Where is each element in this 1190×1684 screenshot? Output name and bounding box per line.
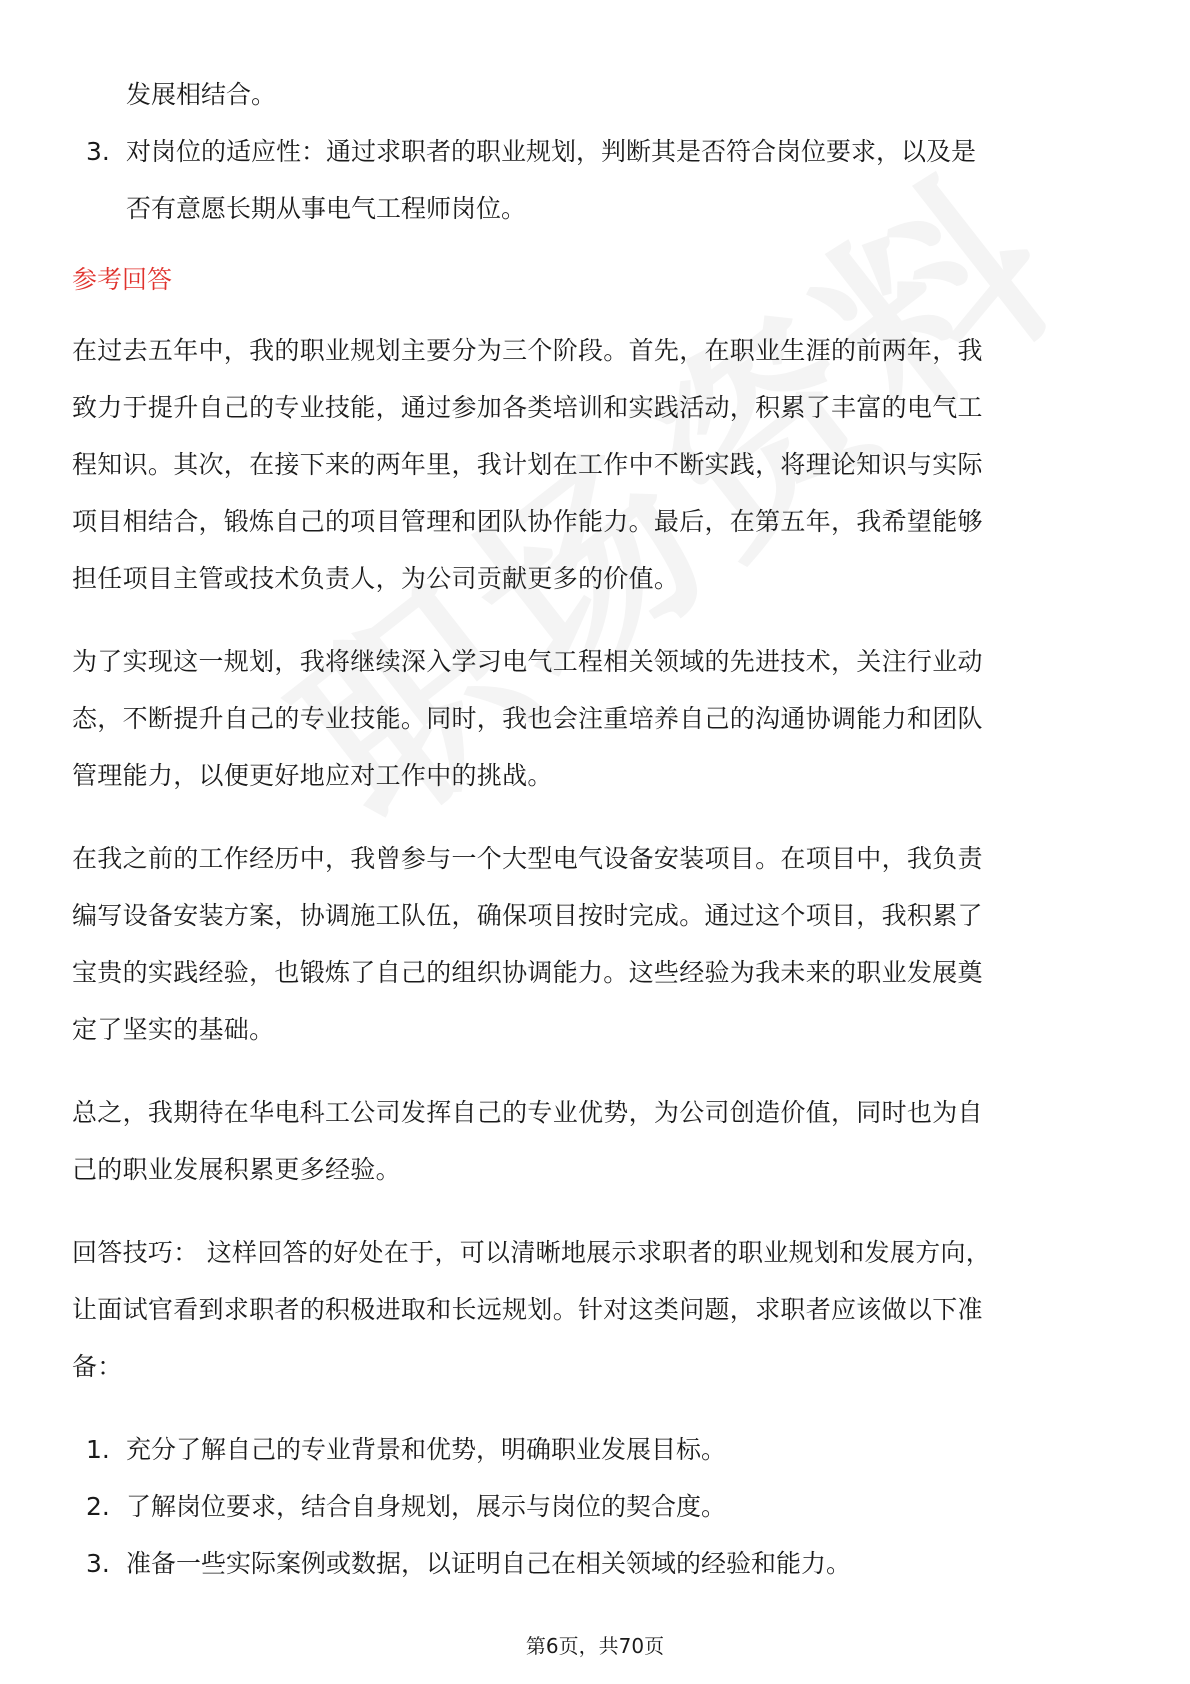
list-item-number: 2.: [86, 1492, 110, 1521]
page-footer: 第6页，共70页: [525, 1634, 665, 1658]
paragraph-line: 为了实现这一规划，我将继续深入学习电气工程相关领域的先进技术，关注行业动: [72, 647, 983, 676]
paragraph: [72, 830, 1120, 1058]
paragraph-line: 担任项目主管或技术负责人，为公司贡献更多的价值。: [72, 564, 680, 593]
list-item-number: 1.: [86, 1435, 110, 1464]
paragraph-line: 管理能力，以便更好地应对工作中的挑战。: [72, 761, 553, 790]
list-item: [72, 123, 1120, 237]
list-item: [72, 1535, 1120, 1592]
list-item: [72, 1421, 1120, 1478]
page-content: [72, 66, 1120, 1592]
list-item-text: 对岗位的适应性：通过求职者的职业规划，判断其是否符合岗位要求，以及是: [126, 137, 977, 166]
list-item: [72, 1478, 1120, 1535]
paragraph: [72, 633, 1120, 804]
paragraph-line: 态，不断提升自己的专业技能。同时，我也会注重培养自己的沟通协调能力和团队: [72, 704, 983, 733]
list-item-text: 准备一些实际案例或数据，以证明自己在相关领域的经验和能力。: [126, 1549, 852, 1578]
paragraph-line: 程知识。其次，在接下来的两年里，我计划在工作中不断实践，将理论知识与实际: [72, 450, 983, 479]
paragraph-line: 致力于提升自己的专业技能，通过参加各类培训和实践活动，积累了丰富的电气工: [72, 393, 983, 422]
list-item-text: 充分了解自己的专业背景和优势，明确职业发展目标。: [126, 1435, 727, 1464]
paragraph-line: 在过去五年中，我的职业规划主要分为三个阶段。首先，在职业生涯的前两年，我: [72, 336, 983, 365]
list-item-text: 否有意愿长期从事电气工程师岗位。: [126, 194, 527, 223]
paragraph-line: 编写设备安装方案，协调施工队伍，确保项目按时完成。通过这个项目，我积累了: [72, 901, 983, 930]
tips-list: [72, 1421, 1120, 1592]
paragraph-line: 宝贵的实践经验，也锻炼了自己的组织协调能力。这些经验为我未来的职业发展奠: [72, 958, 983, 987]
paragraph-line: 定了坚实的基础。: [72, 1015, 275, 1044]
paragraph-line: 项目相结合，锻炼自己的项目管理和团队协作能力。最后，在第五年，我希望能够: [72, 507, 983, 536]
list-item-number: 3.: [86, 137, 110, 166]
list-item-text: 了解岗位要求，结合自身规划，展示与岗位的契合度。: [126, 1492, 727, 1521]
paragraph-line: 让面试官看到求职者的积极进取和长远规划。针对这类问题，求职者应该做以下准: [72, 1295, 983, 1324]
paragraph: [72, 1084, 1120, 1198]
answer-tips-paragraph: [72, 1224, 1120, 1395]
paragraph-line: 在我之前的工作经历中，我曾参与一个大型电气设备安装项目。在项目中，我负责: [72, 844, 983, 873]
section-heading: 参考回答: [72, 265, 173, 294]
paragraph-line: 备：: [72, 1352, 123, 1381]
paragraph-line: 回答技巧： 这样回答的好处在于，可以清晰地展示求职者的职业规划和发展方向，: [72, 1238, 992, 1267]
continuation-line: 发展相结合。: [126, 80, 277, 109]
list-item-number: 3.: [86, 1549, 110, 1578]
paragraph: [72, 322, 1120, 607]
paragraph-line: 总之，我期待在华电科工公司发挥自己的专业优势，为公司创造价值，同时也为自: [72, 1098, 983, 1127]
paragraph-line: 己的职业发展积累更多经验。: [72, 1155, 401, 1184]
